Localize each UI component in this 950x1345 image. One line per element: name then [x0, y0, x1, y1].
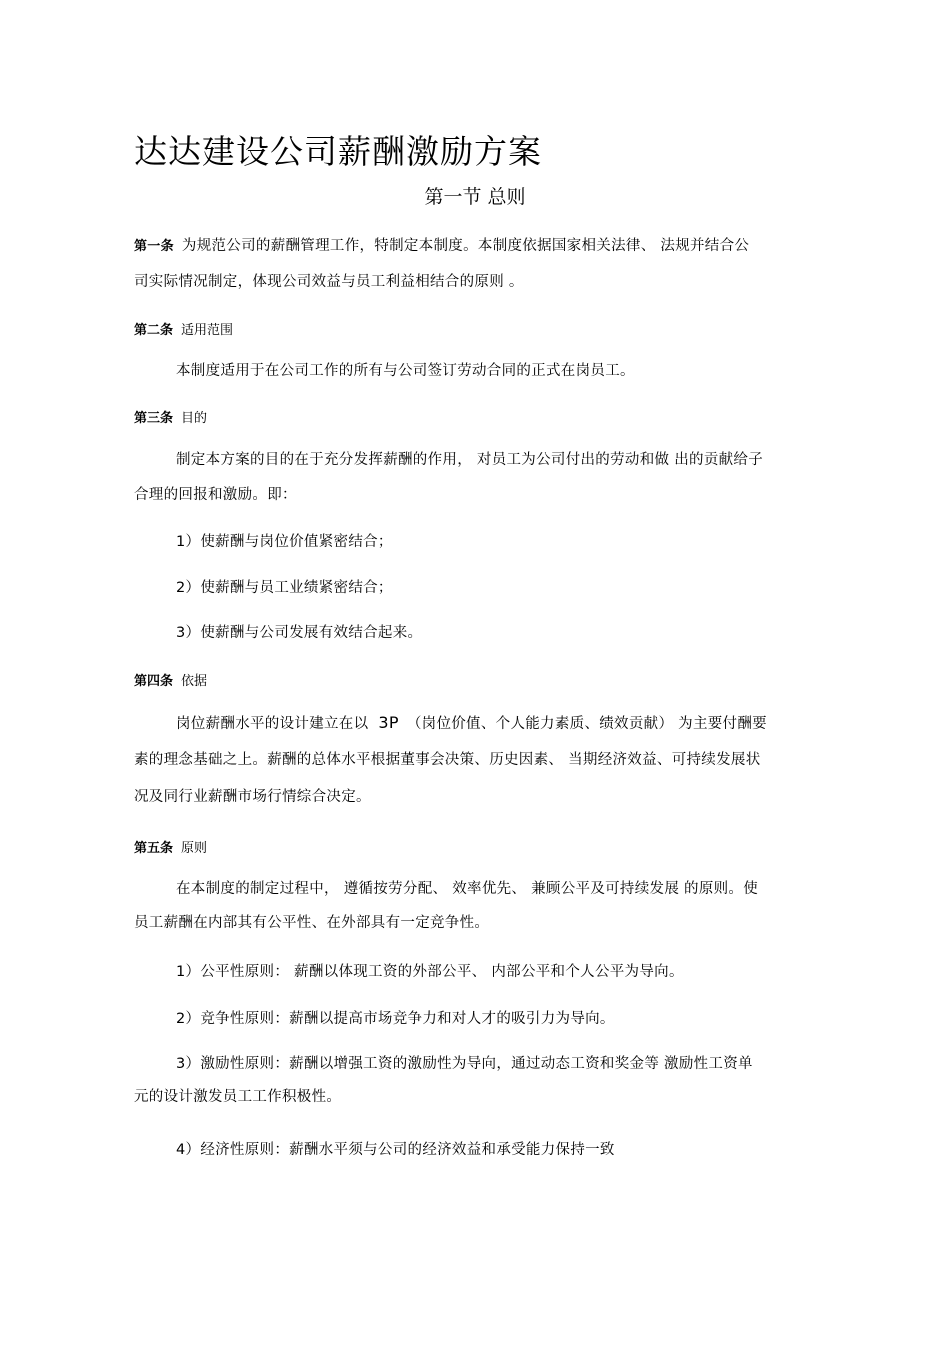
article-3-item-2	[176, 577, 393, 599]
article-5-item-3	[176, 1053, 753, 1075]
article-1-line-2: 司实际情况制定，体现公司效益与员工利益相结合的原则 。	[134, 274, 524, 290]
item-text: ）经济性原则：薪酬水平须与公司的经济效益和承受能力保持一致	[185, 1142, 615, 1158]
article-3-line-2: 合理的回报和激励。即：	[134, 487, 297, 503]
article-5-label: 第五条	[134, 841, 174, 856]
article-4-text-a: 岗位薪酬水平的设计建立在以	[176, 716, 369, 732]
item-text: ）使薪酬与岗位价值紧密结合；	[185, 534, 393, 550]
item-text: ）使薪酬与员工业绩紧密结合；	[185, 580, 393, 596]
article-1-label: 第一条	[134, 239, 174, 254]
article-3-line-1: 制定本方案的目的在于充分发挥薪酬的作用， 对员工为公司付出的劳动和做 出的贡献给子	[176, 452, 764, 468]
item-text: ）使薪酬与公司发展有效结合起来。	[185, 625, 423, 641]
article-5-title: 原则	[181, 841, 208, 856]
article-3-title: 目的	[181, 411, 208, 426]
article-5-line-2: 员工薪酬在内部其有公平性、在外部具有一定竞争性。	[134, 915, 490, 931]
item-number: 2	[176, 1011, 186, 1027]
article-5-item-4	[176, 1139, 615, 1161]
article-3-item-1	[176, 531, 393, 553]
article-4-label: 第四条	[134, 674, 174, 689]
article-1-line-1	[134, 235, 749, 258]
article-2-label: 第二条	[134, 323, 174, 338]
article-4-title: 依据	[181, 674, 208, 689]
item-number: 2	[176, 580, 186, 596]
item-number: 1	[176, 534, 186, 550]
section-title: 第一节 总则	[424, 186, 526, 208]
article-3-heading	[134, 408, 207, 430]
article-4-3p: 3P	[378, 713, 399, 732]
document-title: 达达建设公司薪酬激励方案	[134, 132, 542, 171]
article-5-item-2	[176, 1008, 615, 1030]
item-text: ）激励性原则：薪酬以增强工资的激励性为导向，通过动态工资和奖金等 激励性工资单	[185, 1056, 753, 1072]
article-5-heading	[134, 838, 207, 860]
article-2-line-1: 本制度适用于在公司工作的所有与公司签订劳动合同的正式在岗员工。	[176, 363, 635, 379]
item-number: 3	[176, 625, 186, 641]
article-2-title: 适用范围	[181, 323, 234, 338]
article-4-line-2: 素的理念基础之上。薪酬的总体水平根据董事会决策、历史因素、 当期经济效益、可持续发展状	[134, 752, 761, 768]
article-3-item-3	[176, 622, 422, 644]
item-text: ）公平性原则： 薪酬以体现工资的外部公平、 内部公平和个人公平为导向。	[185, 964, 684, 980]
article-4-line-3: 况及同行业薪酬市场行情综合决定。	[134, 789, 371, 805]
item-number: 1	[176, 964, 186, 980]
article-4-heading	[134, 671, 207, 693]
item-number: 4	[176, 1142, 186, 1158]
article-4-text-c: （岗位价值、个人能力素质、绩效贡献） 为主要付酬要	[406, 716, 767, 732]
article-5-item-3-continued: 元的设计激发员工工作积极性。	[134, 1089, 342, 1105]
article-2-heading	[134, 320, 233, 342]
article-1-text-1: 为规范公司的薪酬管理工作，特制定本制度。本制度依据国家相关法律、 法规并结合公	[181, 238, 750, 254]
article-3-label: 第三条	[134, 411, 174, 426]
item-text: ）竞争性原则：薪酬以提高市场竞争力和对人才的吸引力为导向。	[185, 1011, 615, 1027]
item-number: 3	[176, 1056, 186, 1072]
article-5-line-1: 在本制度的制定过程中， 遵循按劳分配、 效率优先、 兼顾公平及可持续发展 的原则。使	[176, 881, 759, 897]
article-5-item-1	[176, 961, 684, 983]
article-4-line-1	[176, 712, 767, 735]
